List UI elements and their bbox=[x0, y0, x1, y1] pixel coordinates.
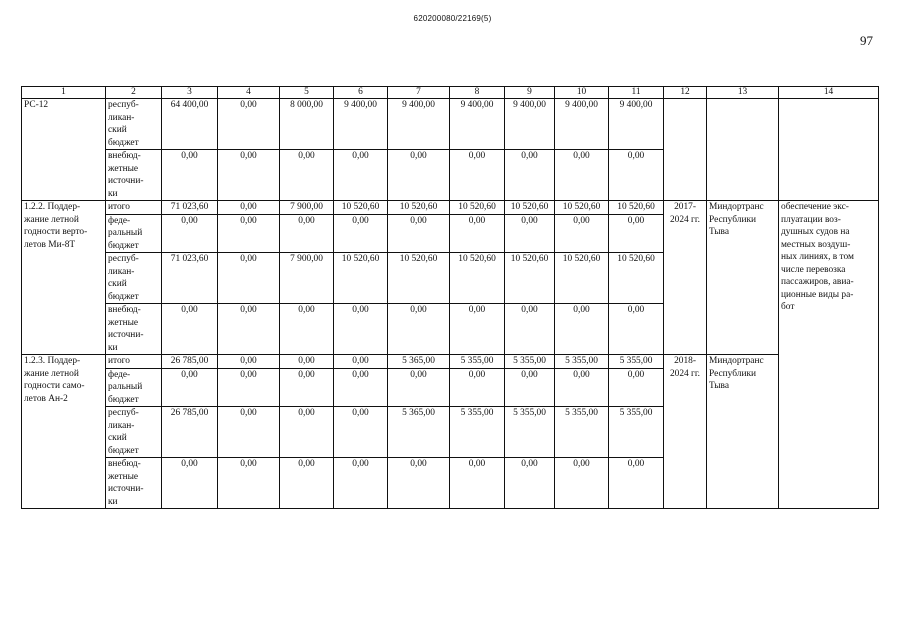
value-cell: 0,00 bbox=[218, 253, 280, 304]
value-cell: 0,00 bbox=[334, 407, 388, 458]
value-cell: 0,00 bbox=[280, 304, 334, 355]
header-cell: 2 bbox=[106, 87, 162, 99]
value-cell: 10 520,60 bbox=[609, 253, 664, 304]
value-cell: 5 355,00 bbox=[555, 355, 609, 369]
header-cell: 8 bbox=[450, 87, 505, 99]
value-cell: 10 520,60 bbox=[555, 201, 609, 215]
funding-source-line: ки bbox=[108, 342, 118, 353]
value-cell: 5 365,00 bbox=[388, 407, 450, 458]
funding-source-line: итого bbox=[108, 356, 130, 366]
value-cell: 10 520,60 bbox=[450, 201, 505, 215]
value-cell: 71 023,60 bbox=[162, 253, 218, 304]
funding-source bbox=[106, 99, 162, 150]
value-cell: 0,00 bbox=[218, 407, 280, 458]
executor-cell-line: Республики bbox=[709, 368, 757, 379]
funding-source-line: ский bbox=[108, 279, 127, 289]
header-cell: 9 bbox=[505, 87, 555, 99]
funding-source-line: ликан- bbox=[108, 266, 135, 277]
result-cell-line: числе перевозка bbox=[781, 264, 846, 275]
value-cell: 10 520,60 bbox=[505, 201, 555, 215]
funding-source-line: источни- bbox=[108, 330, 144, 340]
funding-source bbox=[106, 355, 162, 369]
value-cell: 0,00 bbox=[218, 99, 280, 150]
executor-cell bbox=[707, 201, 779, 355]
funding-source-line: жетные bbox=[108, 317, 139, 328]
value-cell: 9 400,00 bbox=[555, 99, 609, 150]
value-cell: 0,00 bbox=[555, 304, 609, 355]
value-cell: 0,00 bbox=[280, 150, 334, 201]
header-cell: 6 bbox=[334, 87, 388, 99]
result-cell-line: ных линиях, в том bbox=[781, 252, 854, 262]
period-cell-line: 2024 гг. bbox=[669, 214, 701, 225]
value-cell: 0,00 bbox=[505, 304, 555, 355]
period-cell-line: 2024 гг. bbox=[669, 368, 701, 379]
value-cell: 0,00 bbox=[388, 368, 450, 407]
value-cell: 0,00 bbox=[334, 214, 388, 253]
value-cell: 0,00 bbox=[218, 458, 280, 509]
header-cell: 12 bbox=[664, 87, 707, 99]
value-cell: 0,00 bbox=[280, 214, 334, 253]
funding-source bbox=[106, 407, 162, 458]
result-cell bbox=[779, 201, 879, 509]
result-cell-line: плуатации воз- bbox=[781, 214, 841, 225]
value-cell: 7 900,00 bbox=[280, 253, 334, 304]
value-cell: 0,00 bbox=[505, 458, 555, 509]
funding-source-line: внебюд- bbox=[108, 305, 141, 315]
funding-source-line: ликан- bbox=[108, 112, 135, 123]
value-cell: 9 400,00 bbox=[334, 99, 388, 150]
value-cell: 0,00 bbox=[388, 458, 450, 509]
funding-source-line: внебюд- bbox=[108, 459, 141, 469]
value-cell: 0,00 bbox=[609, 150, 664, 201]
value-cell: 0,00 bbox=[555, 214, 609, 253]
value-cell: 0,00 bbox=[280, 368, 334, 407]
value-cell: 26 785,00 bbox=[162, 355, 218, 369]
value-cell: 0,00 bbox=[505, 368, 555, 407]
value-cell: 0,00 bbox=[555, 368, 609, 407]
table-row bbox=[22, 355, 879, 369]
activity-name-line: годности верто- bbox=[24, 227, 88, 237]
result-cell-line: местных воздуш- bbox=[781, 239, 851, 250]
activity-name-line: жание летной bbox=[24, 368, 79, 379]
executor-cell bbox=[707, 355, 779, 509]
value-cell: 10 520,60 bbox=[555, 253, 609, 304]
value-cell: 0,00 bbox=[505, 214, 555, 253]
value-cell: 9 400,00 bbox=[609, 99, 664, 150]
header-cell: 7 bbox=[388, 87, 450, 99]
funding-source-line: бюджет bbox=[108, 445, 139, 456]
funding-source-line: бюджет bbox=[108, 291, 139, 302]
activity-name-line: жание летной bbox=[24, 214, 79, 225]
funding-source-line: бюджет bbox=[108, 137, 139, 148]
value-cell: 10 520,60 bbox=[388, 201, 450, 215]
activity-name-line: годности само- bbox=[24, 381, 85, 391]
value-cell: 0,00 bbox=[505, 150, 555, 201]
value-cell: 0,00 bbox=[334, 355, 388, 369]
value-cell: 26 785,00 bbox=[162, 407, 218, 458]
budget-table bbox=[21, 86, 879, 509]
funding-source-line: источни- bbox=[108, 176, 144, 186]
value-cell: 0,00 bbox=[609, 458, 664, 509]
funding-source bbox=[106, 150, 162, 201]
value-cell: 0,00 bbox=[334, 368, 388, 407]
value-cell: 0,00 bbox=[450, 150, 505, 201]
result-cell bbox=[779, 99, 879, 201]
funding-source-line: феде- bbox=[108, 369, 131, 380]
value-cell: 0,00 bbox=[450, 214, 505, 253]
value-cell: 10 520,60 bbox=[334, 253, 388, 304]
value-cell: 9 400,00 bbox=[450, 99, 505, 150]
value-cell: 0,00 bbox=[162, 150, 218, 201]
value-cell: 10 520,60 bbox=[388, 253, 450, 304]
funding-source-line: источни- bbox=[108, 484, 144, 494]
value-cell: 0,00 bbox=[280, 355, 334, 369]
document-id: 620200080/22169(5) bbox=[413, 14, 492, 23]
value-cell: 0,00 bbox=[162, 368, 218, 407]
value-cell: 0,00 bbox=[280, 458, 334, 509]
value-cell: 5 365,00 bbox=[388, 355, 450, 369]
period-cell bbox=[664, 355, 707, 509]
funding-source bbox=[106, 253, 162, 304]
value-cell: 5 355,00 bbox=[505, 355, 555, 369]
header-cell: 1 bbox=[22, 87, 106, 99]
funding-source-line: ский bbox=[108, 125, 127, 135]
value-cell: 0,00 bbox=[218, 150, 280, 201]
value-cell: 0,00 bbox=[609, 304, 664, 355]
value-cell: 5 355,00 bbox=[555, 407, 609, 458]
executor-cell-line: Республики bbox=[709, 214, 757, 225]
executor-cell bbox=[707, 99, 779, 201]
value-cell: 0,00 bbox=[218, 368, 280, 407]
funding-source-line: феде- bbox=[108, 215, 131, 226]
table-row bbox=[22, 99, 879, 150]
executor-cell-line: Тыва bbox=[709, 227, 730, 237]
activity-name: РС-12 bbox=[22, 99, 106, 201]
table-body bbox=[22, 87, 879, 509]
funding-source-line: респуб- bbox=[108, 254, 139, 264]
activity-name-line: летов Ан-2 bbox=[24, 393, 68, 404]
header-cell: 3 bbox=[162, 87, 218, 99]
value-cell: 0,00 bbox=[450, 458, 505, 509]
header-cell: 11 bbox=[609, 87, 664, 99]
value-cell: 0,00 bbox=[334, 150, 388, 201]
activity-name-line: летов Ми-8Т bbox=[24, 239, 76, 250]
funding-source bbox=[106, 458, 162, 509]
period-cell-line: 2017- bbox=[674, 202, 696, 212]
funding-source-line: внебюд- bbox=[108, 151, 141, 161]
value-cell: 5 355,00 bbox=[450, 355, 505, 369]
result-cell-line: ционные виды ра- bbox=[781, 289, 854, 300]
value-cell: 0,00 bbox=[334, 304, 388, 355]
funding-source bbox=[106, 304, 162, 355]
activity-name-line: 1.2.2. Поддер- bbox=[24, 202, 81, 212]
header-cell: 4 bbox=[218, 87, 280, 99]
value-cell: 0,00 bbox=[162, 214, 218, 253]
funding-source-line: ский bbox=[108, 433, 127, 443]
value-cell: 7 900,00 bbox=[280, 201, 334, 215]
value-cell: 0,00 bbox=[450, 368, 505, 407]
value-cell: 0,00 bbox=[388, 150, 450, 201]
value-cell: 0,00 bbox=[218, 304, 280, 355]
value-cell: 0,00 bbox=[609, 214, 664, 253]
value-cell: 0,00 bbox=[218, 214, 280, 253]
executor-cell-line: Тыва bbox=[709, 381, 730, 391]
value-cell: 9 400,00 bbox=[505, 99, 555, 150]
value-cell: 10 520,60 bbox=[505, 253, 555, 304]
funding-source bbox=[106, 201, 162, 215]
value-cell: 0,00 bbox=[388, 214, 450, 253]
value-cell: 5 355,00 bbox=[609, 355, 664, 369]
page-number: 97 bbox=[860, 33, 873, 48]
value-cell: 5 355,00 bbox=[450, 407, 505, 458]
value-cell: 0,00 bbox=[555, 458, 609, 509]
result-cell-line: душных судов на bbox=[781, 227, 850, 237]
funding-source-line: ральный bbox=[108, 382, 143, 392]
funding-source bbox=[106, 368, 162, 407]
value-cell: 0,00 bbox=[609, 368, 664, 407]
activity-name bbox=[22, 355, 106, 509]
funding-source-line: респуб- bbox=[108, 100, 139, 110]
header-cell: 5 bbox=[280, 87, 334, 99]
funding-source-line: бюджет bbox=[108, 394, 139, 405]
funding-source-line: респуб- bbox=[108, 408, 139, 418]
period-cell bbox=[664, 201, 707, 355]
funding-source-line: жетные bbox=[108, 163, 139, 174]
header-row bbox=[22, 87, 879, 99]
executor-cell-line: Миндортранс bbox=[709, 202, 764, 212]
value-cell: 64 400,00 bbox=[162, 99, 218, 150]
header-cell: 10 bbox=[555, 87, 609, 99]
value-cell: 9 400,00 bbox=[388, 99, 450, 150]
result-cell-line: пассажиров, авиа- bbox=[781, 277, 854, 287]
value-cell: 0,00 bbox=[162, 304, 218, 355]
funding-source-line: ки bbox=[108, 188, 118, 199]
activity-name bbox=[22, 201, 106, 355]
funding-source-line: итого bbox=[108, 202, 130, 212]
period-cell bbox=[664, 99, 707, 201]
value-cell: 0,00 bbox=[218, 201, 280, 215]
activity-name-line: 1.2.3. Поддер- bbox=[24, 356, 81, 366]
value-cell: 0,00 bbox=[555, 150, 609, 201]
value-cell: 10 520,60 bbox=[334, 201, 388, 215]
value-cell: 0,00 bbox=[280, 407, 334, 458]
value-cell: 0,00 bbox=[218, 355, 280, 369]
result-cell-line: обеспечение экс- bbox=[781, 202, 849, 212]
value-cell: 71 023,60 bbox=[162, 201, 218, 215]
value-cell: 8 000,00 bbox=[280, 99, 334, 150]
header-cell: 13 bbox=[707, 87, 779, 99]
funding-source-line: ликан- bbox=[108, 420, 135, 431]
value-cell: 0,00 bbox=[162, 458, 218, 509]
period-cell-line: 2018- bbox=[674, 356, 696, 366]
executor-cell-line: Миндортранс bbox=[709, 356, 764, 366]
value-cell: 5 355,00 bbox=[609, 407, 664, 458]
result-cell-line: бот bbox=[781, 302, 795, 312]
value-cell: 5 355,00 bbox=[505, 407, 555, 458]
value-cell: 0,00 bbox=[450, 304, 505, 355]
funding-source-line: ки bbox=[108, 496, 118, 507]
funding-source-line: ральный bbox=[108, 228, 143, 238]
header-cell: 14 bbox=[779, 87, 879, 99]
funding-source-line: жетные bbox=[108, 471, 139, 482]
value-cell: 10 520,60 bbox=[450, 253, 505, 304]
funding-source-line: бюджет bbox=[108, 240, 139, 251]
value-cell: 10 520,60 bbox=[609, 201, 664, 215]
value-cell: 0,00 bbox=[388, 304, 450, 355]
table-row bbox=[22, 201, 879, 215]
value-cell: 0,00 bbox=[334, 458, 388, 509]
funding-source bbox=[106, 214, 162, 253]
